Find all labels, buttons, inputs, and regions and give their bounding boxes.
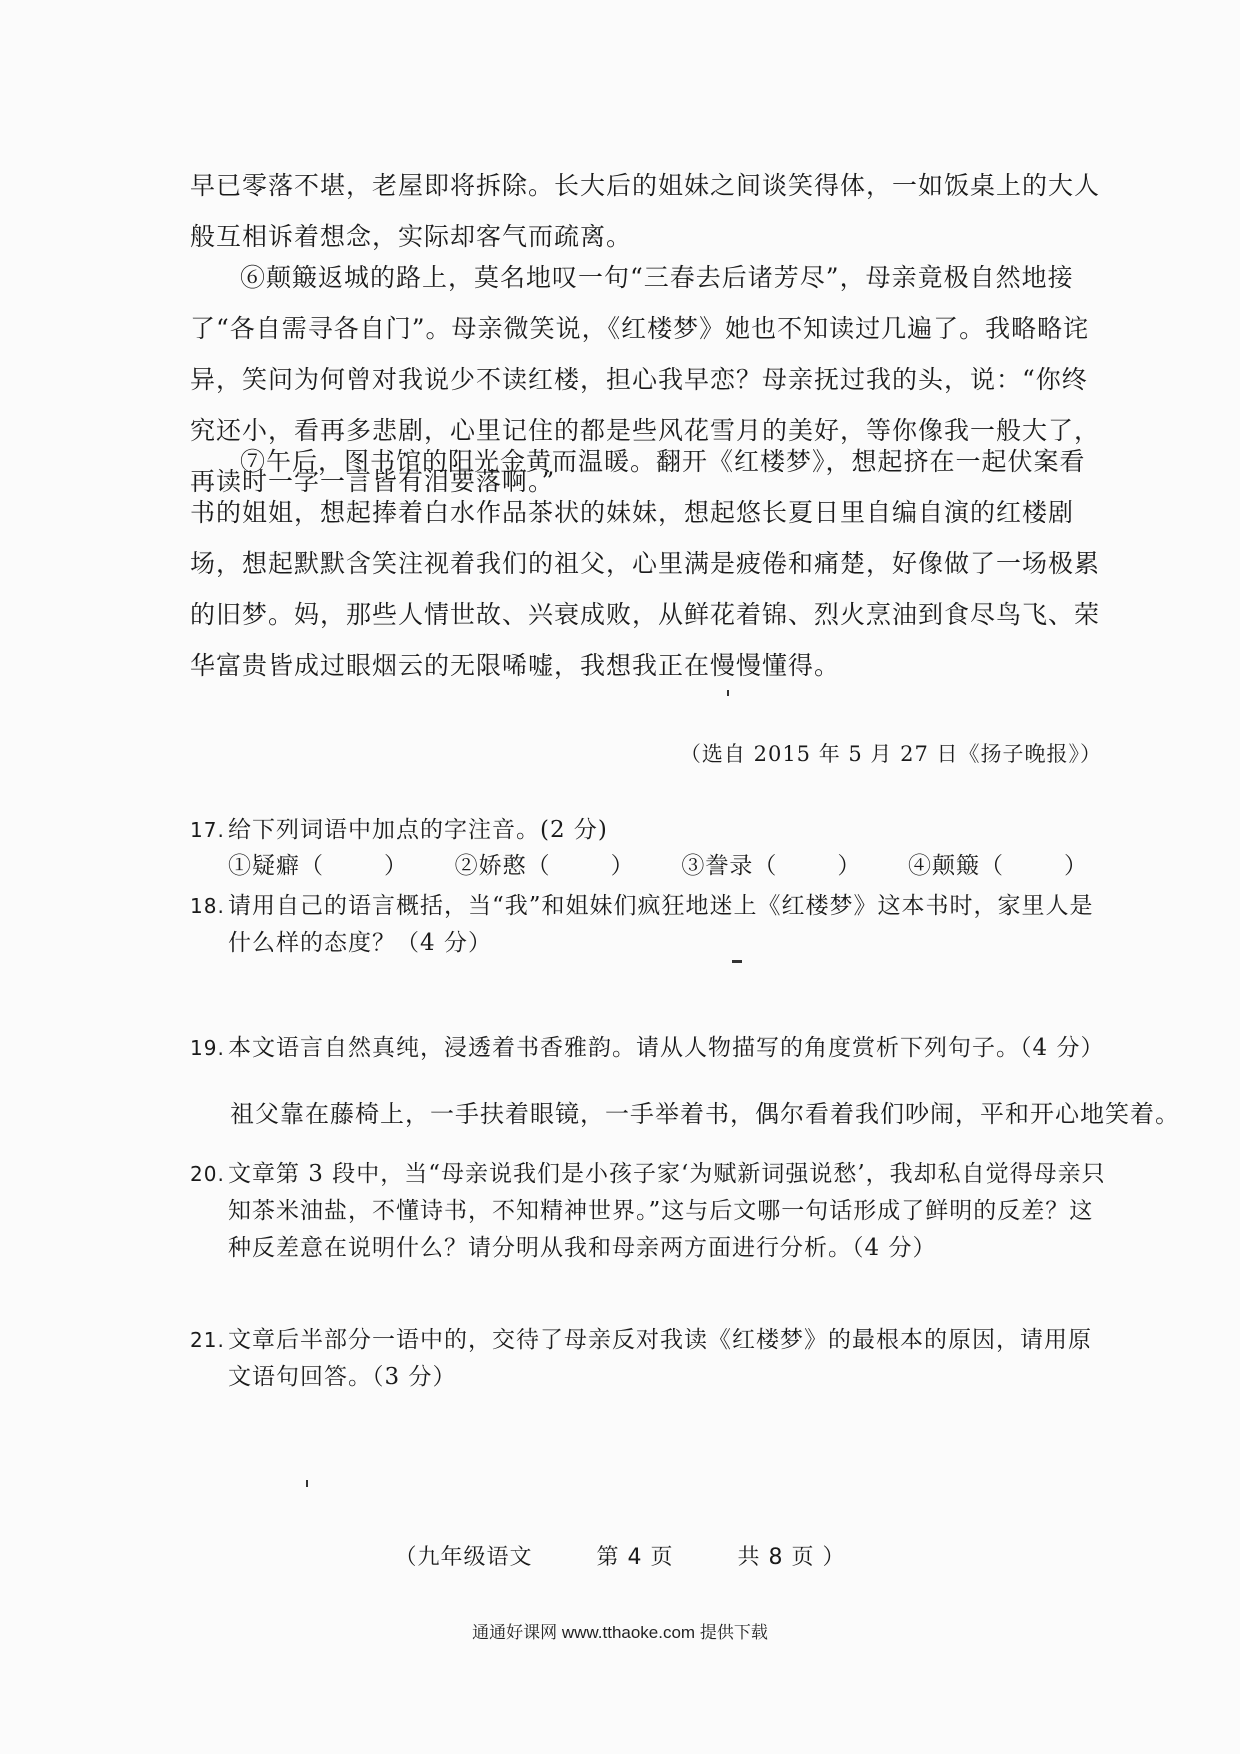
question-number: 18. — [190, 894, 225, 918]
passage-paragraph-6: ⑥颠簸返城的路上，莫名地叹一句“三春去后诸芳尽”，母亲竟极自然地接了“各自需寻各自门”。母亲微笑说，《红楼梦》她也不知读过几遍了。我略略诧异，笑问为何曾对我说少不读红楼，担心我早恋？母亲抚过我的头，说：“你终究还小，看再多悲剧，心里记住的都是些风花雪月的美好，等你像我一般大了，再读时一字一言皆有泪要落啊。” — [190, 263, 1101, 496]
question-number: 20. — [190, 1162, 225, 1186]
option-2: ②娇憨（ ） — [454, 853, 635, 879]
question-number: 19. — [190, 1036, 225, 1060]
passage-paragraph-7: ⑦午后，图书馆的阳光金黄而温暖。翻开《红楼梦》，想起挤在一起伏案看书的姐姐，想起捧着白水作品茶状的妹妹，想起悠长夏日里自编自演的红楼剧场，想起默默含笑注视着我们的祖父，心里满是疲倦和痛楚，好像做了一场极累的旧梦。妈，那些人情世故、兴衰成败，从鲜花着锦、烈火烹油到食尽鸟飞、荣华富贵皆成过眼烟云的无限唏嘘，我想我正在慢慢懂得。 — [190, 447, 1101, 680]
question-number: 21. — [190, 1328, 225, 1352]
download-watermark: 通通好课网 www.tthaoke.com 提供下载 — [472, 1623, 768, 1642]
option-1: ①疑癖（ ） — [228, 853, 408, 879]
page-footer — [0, 1540, 1240, 1571]
question-19-quote: 祖父靠在藤椅上，一手扶着眼镜，一手举着书，偶尔看着我们吵闹，平和开心地笑着。 — [230, 1100, 1180, 1128]
option-4: ④颠簸（ ） — [907, 853, 1088, 879]
footer-total-pages: 共 8 页 ） — [737, 1545, 846, 1570]
passage-paragraph-5-tail: 早已零落不堪，老屋即将拆除。长大后的姐妹之间谈笑得体，一如饭桌上的大人般互相诉着想念，实际却客气而疏离。 — [190, 171, 1101, 251]
footer-page-number: 第 4 页 — [596, 1545, 674, 1570]
question-17-options — [228, 848, 1088, 884]
footer-subject: （九年级语文 — [394, 1545, 533, 1570]
scan-speck — [306, 1480, 308, 1487]
question-text: 文章第 3 段中，当“母亲说我们是小孩子家‘为赋新词强说愁’，我却私自觉得母亲只知茶米油盐，不懂诗书，不知精神世界。”这与后文哪一句话形成了鲜明的反差？这种反差意在说明什么？请分明从我和母亲两方面进行分析。（4 分） — [228, 1161, 1106, 1261]
question-text: 文章后半部分一语中的，交待了母亲反对我读《红楼梦》的最根本的原因，请用原文语句回答。（3 分） — [228, 1327, 1092, 1390]
question-text: 本文语言自然真纯，浸透着书香雅韵。请从人物描写的角度赏析下列句子。（4 分） — [228, 1035, 1105, 1061]
scan-speck — [732, 960, 742, 963]
option-3: ③誊录（ ） — [681, 853, 862, 879]
question-18 — [190, 888, 1110, 962]
question-17 — [190, 812, 1110, 849]
question-20 — [190, 1156, 1110, 1267]
question-21 — [190, 1322, 1110, 1396]
question-19 — [190, 1030, 1110, 1067]
question-text: 请用自己的语言概括，当“我”和姐妹们疯狂地迷上《红楼梦》这本书时，家里人是什么样的态度？（4 分） — [228, 893, 1094, 956]
scan-speck — [727, 690, 729, 696]
passage-source: （选自 2015 年 5 月 27 日《扬子晚报》） — [679, 742, 1102, 766]
question-text: 给下列词语中加点的字注音。(2 分) — [228, 817, 608, 843]
question-number: 17. — [190, 818, 225, 842]
